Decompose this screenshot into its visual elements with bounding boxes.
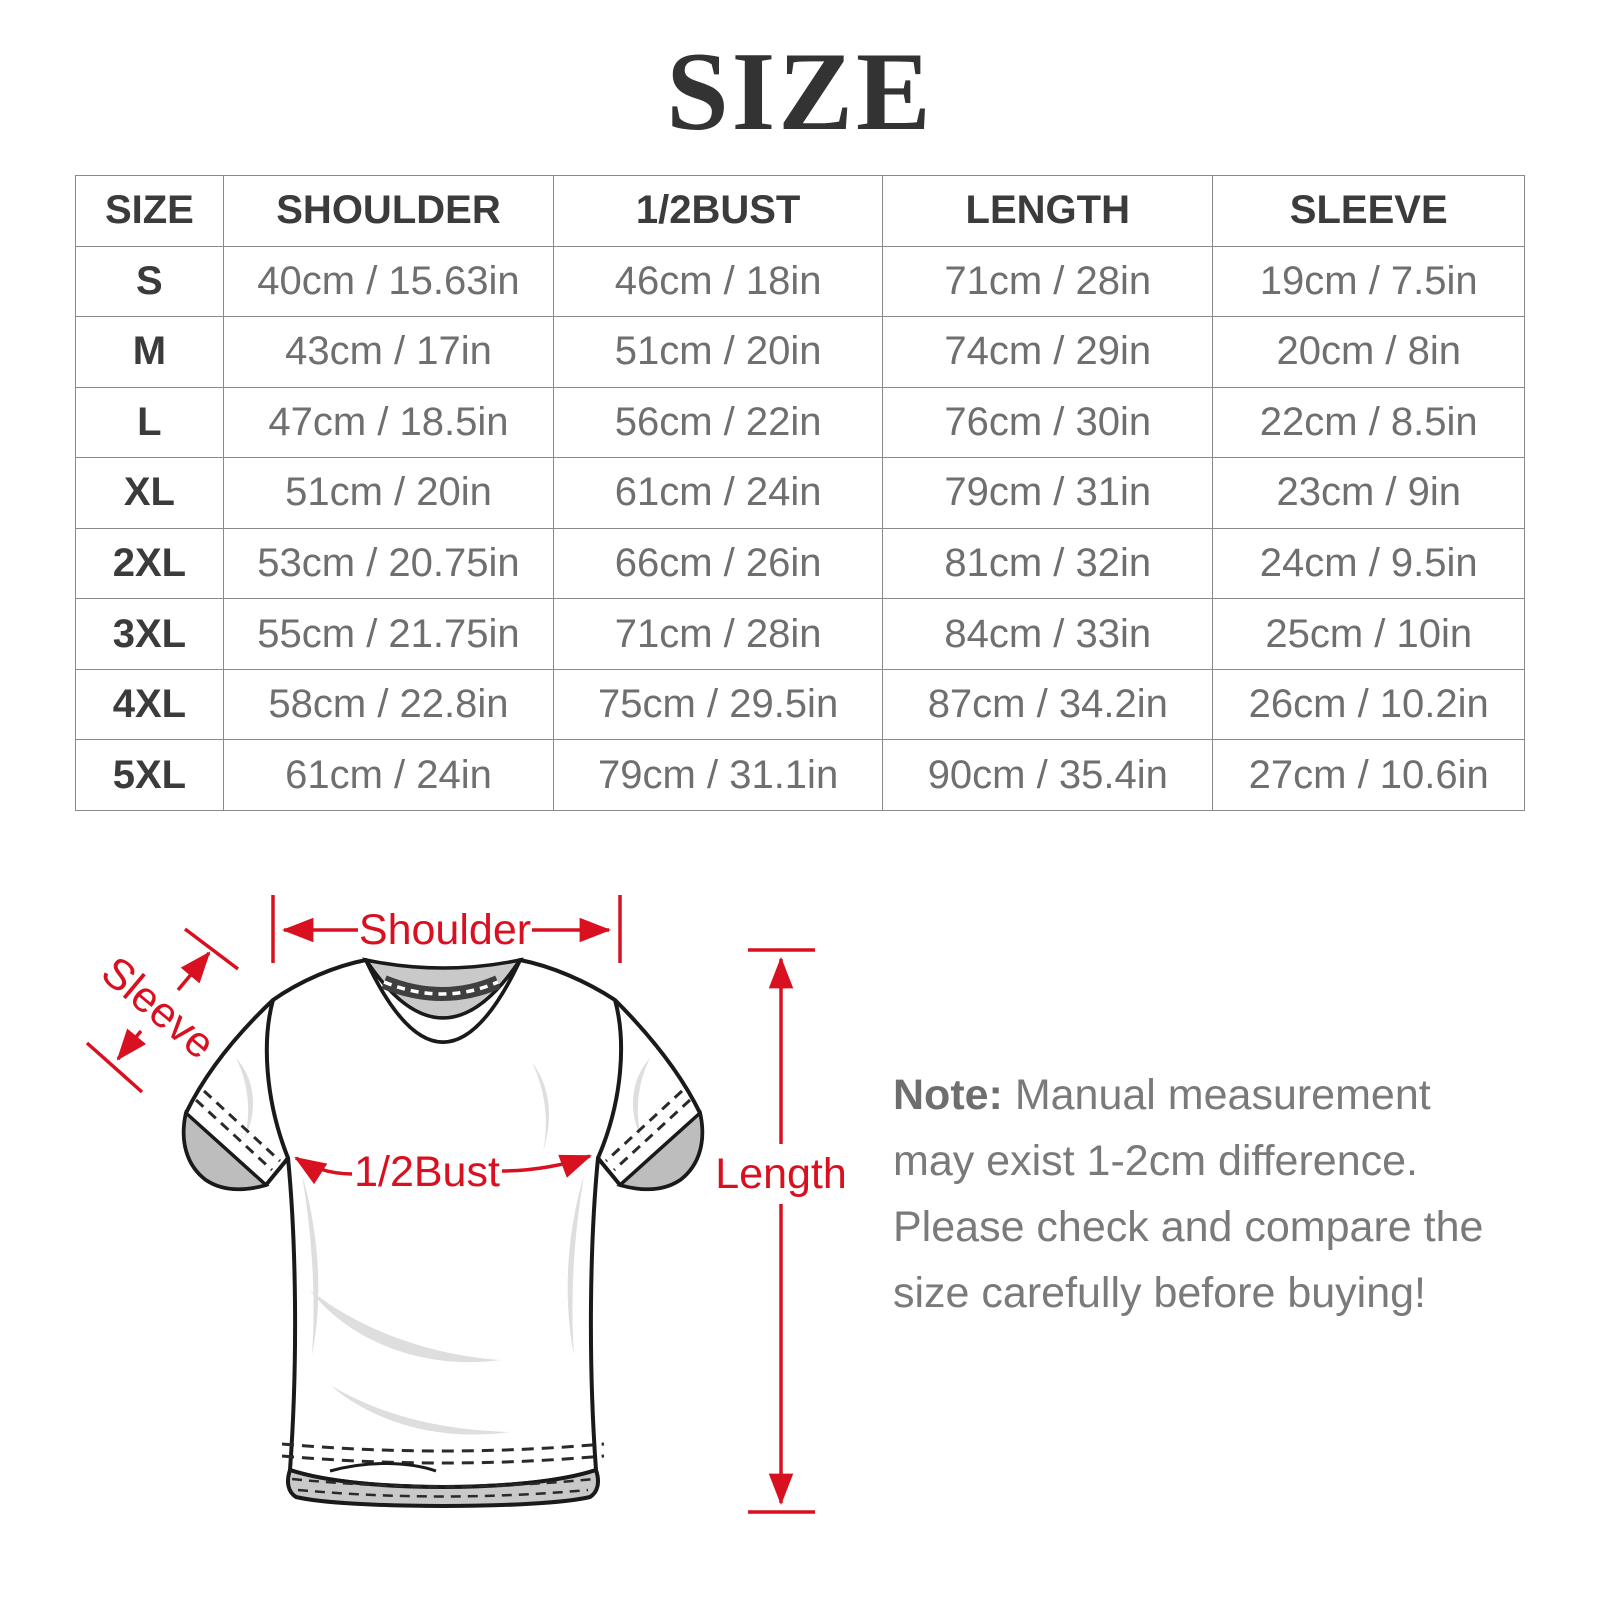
header-cell-sleeve: SLEEVE <box>1213 176 1525 247</box>
size-cell: 2XL <box>76 528 224 599</box>
tshirt-illustration <box>184 960 702 1506</box>
size-cell: L <box>76 387 224 458</box>
size-cell: 4XL <box>76 669 224 740</box>
value-cell: 20cm / 8in <box>1213 317 1525 388</box>
value-cell: 87cm / 34.2in <box>883 669 1213 740</box>
tshirt-measurement-diagram <box>60 855 920 1580</box>
value-cell: 71cm / 28in <box>554 599 883 670</box>
table-row <box>76 740 1525 811</box>
value-cell: 66cm / 26in <box>554 528 883 599</box>
shoulder-measure <box>273 895 620 963</box>
value-cell: 61cm / 24in <box>223 740 553 811</box>
table-row <box>76 669 1525 740</box>
value-cell: 25cm / 10in <box>1213 599 1525 670</box>
page-title: SIZE <box>666 30 934 154</box>
size-cell: S <box>76 246 224 317</box>
sleeve-label: Sleeve <box>92 947 224 1069</box>
sleeve-arrow-up <box>178 953 209 990</box>
value-cell: 81cm / 32in <box>883 528 1213 599</box>
value-cell: 27cm / 10.6in <box>1213 740 1525 811</box>
table-header-row <box>76 176 1525 247</box>
value-cell: 84cm / 33in <box>883 599 1213 670</box>
value-cell: 61cm / 24in <box>554 458 883 529</box>
header-cell-size: SIZE <box>76 176 224 247</box>
measurement-note <box>893 1062 1521 1326</box>
shoulder-label: Shoulder <box>358 906 532 954</box>
sleeve-arrow-down <box>118 1031 141 1059</box>
size-cell: 3XL <box>76 599 224 670</box>
length-label: Length <box>715 1150 847 1198</box>
value-cell: 22cm / 8.5in <box>1213 387 1525 458</box>
value-cell: 19cm / 7.5in <box>1213 246 1525 317</box>
value-cell: 58cm / 22.8in <box>223 669 553 740</box>
value-cell: 51cm / 20in <box>554 317 883 388</box>
value-cell: 90cm / 35.4in <box>883 740 1213 811</box>
value-cell: 43cm / 17in <box>223 317 553 388</box>
value-cell: 24cm / 9.5in <box>1213 528 1525 599</box>
value-cell: 53cm / 20.75in <box>223 528 553 599</box>
table-row <box>76 599 1525 670</box>
value-cell: 23cm / 9in <box>1213 458 1525 529</box>
header-cell-bust: 1/2BUST <box>554 176 883 247</box>
length-measure <box>715 950 847 1512</box>
table-row <box>76 458 1525 529</box>
size-cell: XL <box>76 458 224 529</box>
value-cell: 46cm / 18in <box>554 246 883 317</box>
bust-label: 1/2Bust <box>354 1148 500 1196</box>
value-cell: 40cm / 15.63in <box>223 246 553 317</box>
sleeve-upper-tick <box>185 929 238 969</box>
value-cell: 56cm / 22in <box>554 387 883 458</box>
value-cell: 79cm / 31in <box>883 458 1213 529</box>
size-cell: 5XL <box>76 740 224 811</box>
table-row <box>76 528 1525 599</box>
value-cell: 26cm / 10.2in <box>1213 669 1525 740</box>
value-cell: 51cm / 20in <box>223 458 553 529</box>
header-cell-length: LENGTH <box>883 176 1213 247</box>
sleeve-lower-tick <box>87 1043 142 1092</box>
header-cell-shoulder: SHOULDER <box>223 176 553 247</box>
size-cell: M <box>76 317 224 388</box>
note-text: Manual measurement may exist 1-2cm difference. Please check and compare the size carefully before buying! <box>893 1071 1484 1317</box>
value-cell: 71cm / 28in <box>883 246 1213 317</box>
value-cell: 74cm / 29in <box>883 317 1213 388</box>
value-cell: 47cm / 18.5in <box>223 387 553 458</box>
value-cell: 75cm / 29.5in <box>554 669 883 740</box>
value-cell: 79cm / 31.1in <box>554 740 883 811</box>
table-row <box>76 246 1525 317</box>
table-row <box>76 387 1525 458</box>
note-label: Note: <box>893 1071 1003 1119</box>
value-cell: 76cm / 30in <box>883 387 1213 458</box>
value-cell: 55cm / 21.75in <box>223 599 553 670</box>
table-row <box>76 317 1525 388</box>
size-table <box>75 175 1525 811</box>
